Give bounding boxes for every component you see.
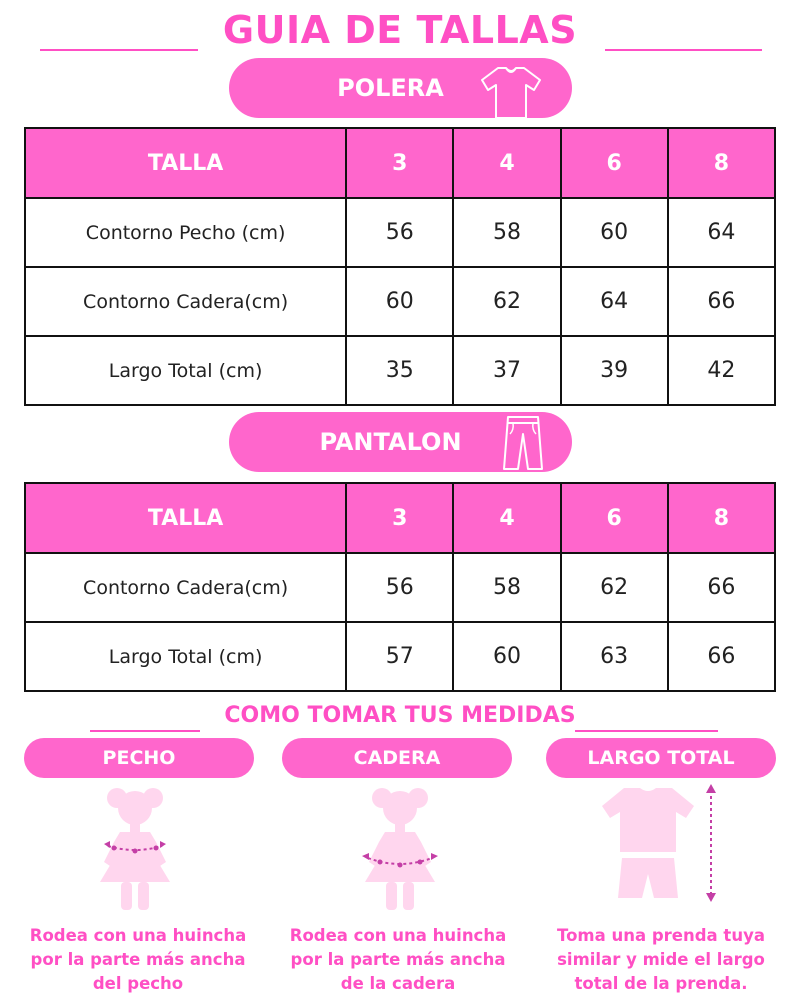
polera-size-table [24, 127, 776, 406]
table-cell: 66 [668, 267, 775, 336]
table-header-row [25, 128, 775, 198]
table-cell: 60 [561, 198, 668, 267]
pantalon-section-header [229, 412, 572, 472]
table-cell: 57 [346, 622, 453, 691]
caption-line: Rodea con una huincha [289, 926, 507, 945]
largo-total-caption [541, 924, 781, 996]
table-row [25, 553, 775, 622]
pantalon-section-label: PANTALON [319, 428, 462, 456]
column-header: TALLA [25, 483, 346, 553]
row-label: Contorno Cadera(cm) [25, 267, 346, 336]
table-cell: 56 [346, 553, 453, 622]
table-row [25, 622, 775, 691]
girl-chest-measure-icon [90, 780, 180, 919]
table-cell: 66 [668, 622, 775, 691]
tshirt-icon [478, 64, 544, 128]
pants-icon [500, 414, 546, 478]
column-header: 3 [346, 483, 453, 553]
table-cell: 39 [561, 336, 668, 405]
column-header: 6 [561, 483, 668, 553]
caption-line: Rodea con una huincha [29, 926, 247, 945]
row-label: Contorno Cadera(cm) [25, 553, 346, 622]
howto-divider-left [90, 730, 200, 732]
pecho-caption [18, 924, 258, 996]
table-cell: 35 [346, 336, 453, 405]
table-row [25, 198, 775, 267]
polera-section-label: POLERA [337, 74, 444, 102]
table-row [25, 336, 775, 405]
column-header: TALLA [25, 128, 346, 198]
table-cell: 63 [561, 622, 668, 691]
table-cell: 66 [668, 553, 775, 622]
column-header: 3 [346, 128, 453, 198]
cadera-caption [278, 924, 518, 996]
table-cell: 37 [453, 336, 560, 405]
howto-title-row [0, 703, 800, 735]
cadera-label-pill [282, 738, 512, 778]
caption-line: de la cadera [340, 974, 456, 993]
largo-total-label: LARGO TOTAL [587, 747, 735, 769]
table-header-row [25, 483, 775, 553]
table-cell: 56 [346, 198, 453, 267]
column-header: 6 [561, 128, 668, 198]
girl-hip-measure-icon [350, 780, 450, 919]
caption-line: del pecho [92, 974, 184, 993]
table-cell: 64 [668, 198, 775, 267]
caption-line: por la parte más ancha [290, 950, 506, 969]
pecho-label: PECHO [102, 747, 176, 769]
table-row [25, 267, 775, 336]
column-header: 4 [453, 128, 560, 198]
pecho-label-pill [24, 738, 254, 778]
title-divider-right [605, 49, 762, 51]
table-cell: 60 [346, 267, 453, 336]
caption-line: Toma una prenda tuya [557, 926, 765, 945]
garment-length-measure-icon [596, 780, 736, 914]
table-cell: 58 [453, 198, 560, 267]
table-cell: 62 [453, 267, 560, 336]
polera-section-header [229, 58, 572, 118]
howto-divider-right [575, 730, 718, 732]
row-label: Largo Total (cm) [25, 336, 346, 405]
column-header: 4 [453, 483, 560, 553]
table-cell: 60 [453, 622, 560, 691]
row-label: Contorno Pecho (cm) [25, 198, 346, 267]
table-cell: 58 [453, 553, 560, 622]
pantalon-size-table [24, 482, 776, 692]
howto-title: COMO TOMAR TUS MEDIDAS [224, 703, 576, 728]
column-header: 8 [668, 128, 775, 198]
column-header: 8 [668, 483, 775, 553]
caption-line: total de la prenda. [574, 974, 748, 993]
largo-total-label-pill [546, 738, 776, 778]
row-label: Largo Total (cm) [25, 622, 346, 691]
page-title: GUIA DE TALLAS [222, 8, 578, 52]
cadera-label: CADERA [353, 747, 441, 769]
table-cell: 64 [561, 267, 668, 336]
caption-line: similar y mide el largo [557, 950, 765, 969]
table-cell: 62 [561, 553, 668, 622]
title-row [0, 6, 800, 58]
caption-line: por la parte más ancha [30, 950, 246, 969]
table-cell: 42 [668, 336, 775, 405]
